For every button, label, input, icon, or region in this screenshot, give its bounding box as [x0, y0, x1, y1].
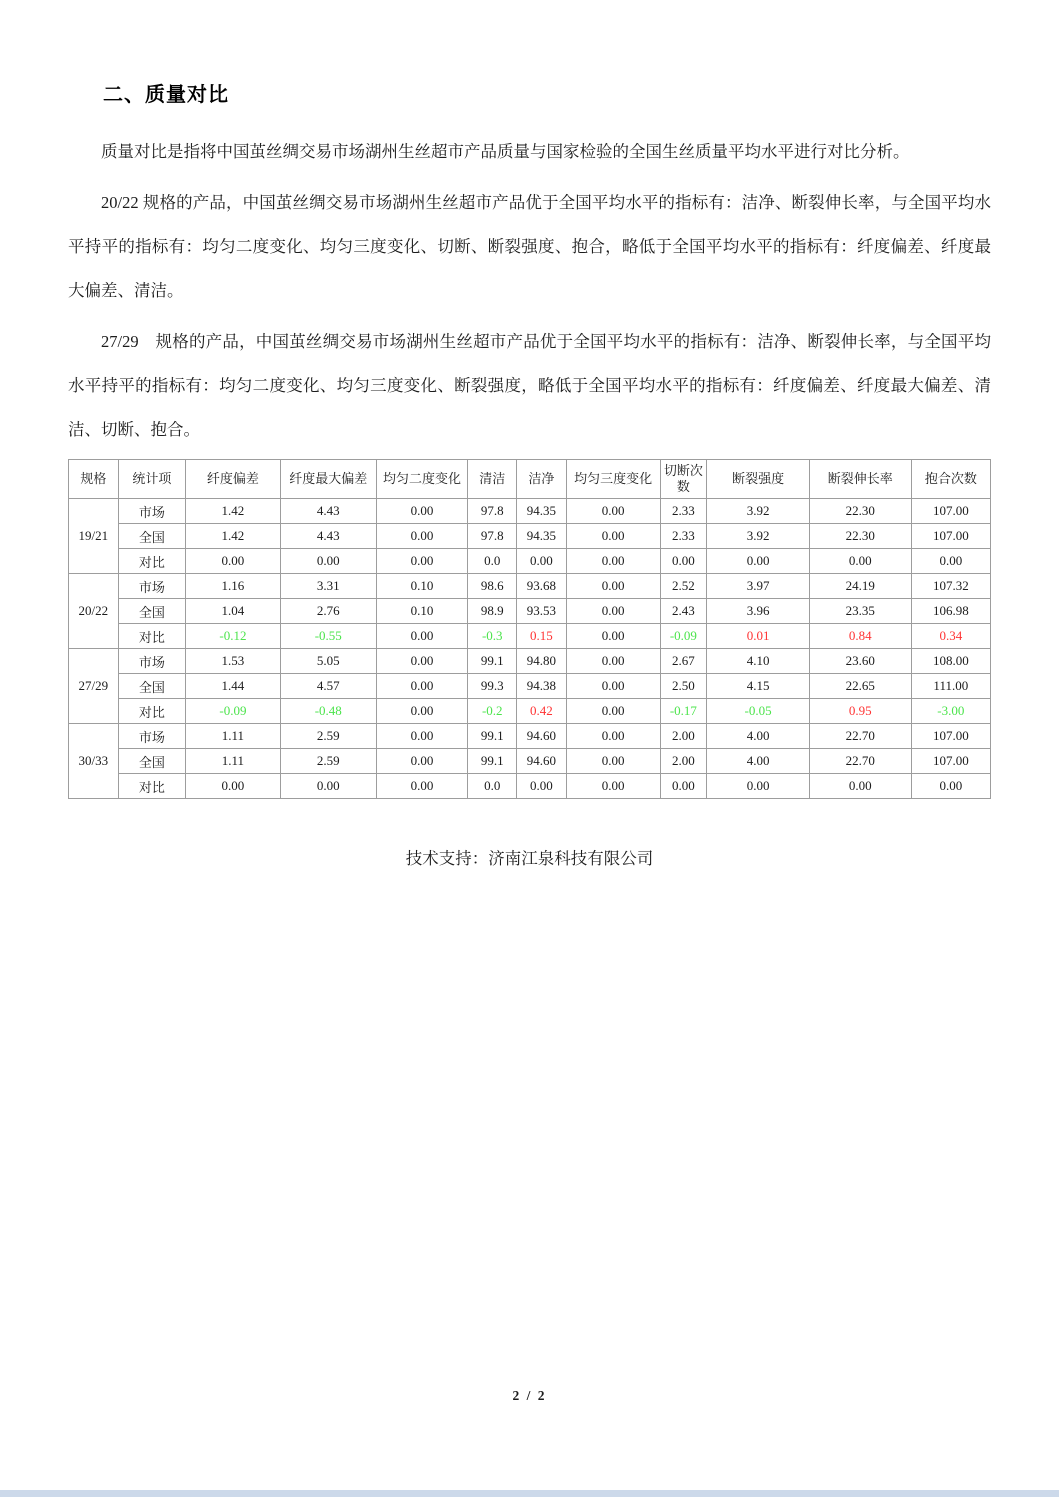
stat-label-cell: 全国 [118, 674, 185, 699]
value-cell: 22.70 [809, 749, 911, 774]
value-cell: 0.00 [376, 549, 468, 574]
value-cell: 93.68 [517, 574, 567, 599]
stat-label-cell: 全国 [118, 749, 185, 774]
value-cell: 23.35 [809, 599, 911, 624]
value-cell: 0.00 [566, 524, 660, 549]
stat-label-cell: 对比 [118, 774, 185, 799]
value-cell: 0.00 [566, 699, 660, 724]
value-cell: 97.8 [468, 499, 517, 524]
value-cell: 0.00 [186, 774, 281, 799]
value-cell: 0.34 [911, 624, 990, 649]
value-cell: 0.00 [911, 549, 990, 574]
value-cell: 0.00 [280, 549, 376, 574]
value-cell: 2.33 [660, 524, 707, 549]
value-cell: 2.76 [280, 599, 376, 624]
value-cell: 22.30 [809, 499, 911, 524]
value-cell: 94.35 [517, 499, 567, 524]
value-cell: 1.11 [186, 749, 281, 774]
table-row [69, 774, 991, 799]
table-row [69, 724, 991, 749]
value-cell: 0.00 [517, 774, 567, 799]
table-header-cell: 清洁 [468, 460, 517, 499]
quality-table [68, 459, 991, 799]
value-cell: 0.00 [566, 549, 660, 574]
value-cell: 0.84 [809, 624, 911, 649]
value-cell: 4.43 [280, 524, 376, 549]
value-cell: 94.38 [517, 674, 567, 699]
spec-cell: 27/29 [69, 649, 119, 724]
table-header-cell: 洁净 [517, 460, 567, 499]
value-cell: 2.59 [280, 749, 376, 774]
value-cell: 0.00 [280, 774, 376, 799]
value-cell: 107.32 [911, 574, 990, 599]
value-cell: 107.00 [911, 524, 990, 549]
value-cell: 1.16 [186, 574, 281, 599]
value-cell: -0.17 [660, 699, 707, 724]
table-header-row [69, 460, 991, 499]
table-row [69, 749, 991, 774]
value-cell: 1.44 [186, 674, 281, 699]
value-cell: 1.42 [186, 499, 281, 524]
stat-label-cell: 全国 [118, 524, 185, 549]
spec-cell: 30/33 [69, 724, 119, 799]
value-cell: 0.00 [376, 524, 468, 549]
value-cell: 1.04 [186, 599, 281, 624]
value-cell: 4.57 [280, 674, 376, 699]
value-cell: 2.43 [660, 599, 707, 624]
value-cell: 2.67 [660, 649, 707, 674]
value-cell: 0.00 [707, 549, 810, 574]
value-cell: 0.00 [376, 699, 468, 724]
value-cell: 1.42 [186, 524, 281, 549]
table-row [69, 699, 991, 724]
value-cell: 2.52 [660, 574, 707, 599]
table-row [69, 549, 991, 574]
spec-cell: 19/21 [69, 499, 119, 574]
value-cell: 3.97 [707, 574, 810, 599]
value-cell: 2.00 [660, 749, 707, 774]
value-cell: 97.8 [468, 524, 517, 549]
table-row [69, 649, 991, 674]
value-cell: 22.65 [809, 674, 911, 699]
value-cell: 0.00 [566, 649, 660, 674]
table-row [69, 499, 991, 524]
value-cell: 93.53 [517, 599, 567, 624]
value-cell: 0.00 [186, 549, 281, 574]
value-cell: 0.00 [707, 774, 810, 799]
spec-cell: 20/22 [69, 574, 119, 649]
value-cell: 2.00 [660, 724, 707, 749]
value-cell: 0.00 [911, 774, 990, 799]
value-cell: 99.1 [468, 649, 517, 674]
value-cell: 107.00 [911, 749, 990, 774]
value-cell: 107.00 [911, 724, 990, 749]
value-cell: 0.00 [376, 624, 468, 649]
value-cell: 99.3 [468, 674, 517, 699]
value-cell: 0.00 [660, 549, 707, 574]
value-cell: 0.00 [376, 774, 468, 799]
value-cell: 4.00 [707, 724, 810, 749]
value-cell: 99.1 [468, 724, 517, 749]
value-cell: 1.11 [186, 724, 281, 749]
value-cell: 2.50 [660, 674, 707, 699]
value-cell: 0.00 [376, 724, 468, 749]
value-cell: 94.60 [517, 724, 567, 749]
value-cell: 0.00 [566, 574, 660, 599]
bottom-strip [0, 1490, 1059, 1497]
value-cell: 24.19 [809, 574, 911, 599]
value-cell: 0.15 [517, 624, 567, 649]
paragraph-spec-2729: 27/29 规格的产品，中国茧丝绸交易市场湖州生丝超市产品优于全国平均水平的指标有：洁净、断裂伸长率，与全国平均水平持平的指标有：均匀二度变化、均匀三度变化、断裂强度，略低于全国平均水平的指标有：纤度偏差、纤度最大偏差、清洁、切断、抱合。 [68, 332, 991, 439]
stat-label-cell: 市场 [118, 574, 185, 599]
value-cell: 3.96 [707, 599, 810, 624]
value-cell: -0.48 [280, 699, 376, 724]
stat-label-cell: 对比 [118, 624, 185, 649]
value-cell: 5.05 [280, 649, 376, 674]
stat-label-cell: 全国 [118, 599, 185, 624]
support-credit: 技术支持：济南江泉科技有限公司 [405, 849, 654, 868]
value-cell: 0.00 [566, 674, 660, 699]
value-cell: -3.00 [911, 699, 990, 724]
value-cell: -0.3 [468, 624, 517, 649]
value-cell: 0.00 [566, 499, 660, 524]
value-cell: -0.09 [660, 624, 707, 649]
value-cell: 4.00 [707, 749, 810, 774]
table-header-cell: 断裂强度 [707, 460, 810, 499]
table-header-cell: 纤度偏差 [186, 460, 281, 499]
value-cell: 106.98 [911, 599, 990, 624]
value-cell: 0.00 [566, 774, 660, 799]
stat-label-cell: 市场 [118, 649, 185, 674]
value-cell: -0.55 [280, 624, 376, 649]
value-cell: 94.60 [517, 749, 567, 774]
value-cell: 0.00 [376, 499, 468, 524]
table-header-cell: 规格 [69, 460, 119, 499]
value-cell: 0.42 [517, 699, 567, 724]
value-cell: 0.00 [376, 674, 468, 699]
value-cell: 2.59 [280, 724, 376, 749]
value-cell: 98.9 [468, 599, 517, 624]
value-cell: 22.70 [809, 724, 911, 749]
stat-label-cell: 对比 [118, 699, 185, 724]
value-cell: 0.00 [809, 549, 911, 574]
table-header-cell: 抱合次数 [911, 460, 990, 499]
value-cell: 0.00 [566, 749, 660, 774]
paragraph-spec-2022: 20/22 规格的产品，中国茧丝绸交易市场湖州生丝超市产品优于全国平均水平的指标有：洁净、断裂伸长率，与全国平均水平持平的指标有：均匀二度变化、均匀三度变化、切断、断裂强度、抱合，略低于全国平均水平的指标有：纤度偏差、纤度最大偏差、清洁。 [68, 193, 991, 300]
value-cell: 107.00 [911, 499, 990, 524]
stat-label-cell: 市场 [118, 499, 185, 524]
value-cell: 23.60 [809, 649, 911, 674]
table-header-cell: 均匀二度变化 [376, 460, 468, 499]
value-cell: 111.00 [911, 674, 990, 699]
value-cell: 94.35 [517, 524, 567, 549]
value-cell: 0.00 [376, 749, 468, 774]
stat-label-cell: 对比 [118, 549, 185, 574]
value-cell: 0.00 [566, 599, 660, 624]
value-cell: 3.92 [707, 524, 810, 549]
value-cell: 0.00 [566, 724, 660, 749]
value-cell: 2.33 [660, 499, 707, 524]
value-cell: -0.2 [468, 699, 517, 724]
table-header-cell: 断裂伸长率 [809, 460, 911, 499]
stat-label-cell: 市场 [118, 724, 185, 749]
value-cell: 3.31 [280, 574, 376, 599]
value-cell: 0.10 [376, 574, 468, 599]
value-cell: -0.05 [707, 699, 810, 724]
paragraph-intro: 质量对比是指将中国茧丝绸交易市场湖州生丝超市产品质量与国家检验的全国生丝质量平均水平进行对比分析。 [101, 142, 910, 161]
value-cell: 0.95 [809, 699, 911, 724]
value-cell: 4.10 [707, 649, 810, 674]
table-header-cell: 切断次数 [660, 460, 707, 499]
value-cell: 0.00 [376, 649, 468, 674]
value-cell: 22.30 [809, 524, 911, 549]
value-cell: 0.00 [566, 624, 660, 649]
value-cell: 0.0 [468, 549, 517, 574]
table-header-cell: 纤度最大偏差 [280, 460, 376, 499]
value-cell: 0.00 [517, 549, 567, 574]
value-cell: 0.00 [660, 774, 707, 799]
value-cell: 0.00 [809, 774, 911, 799]
value-cell: 4.15 [707, 674, 810, 699]
value-cell: 0.01 [707, 624, 810, 649]
page-number: 2 / 2 [512, 1388, 547, 1403]
table-header-cell: 均匀三度变化 [566, 460, 660, 499]
table-row [69, 574, 991, 599]
value-cell: 4.43 [280, 499, 376, 524]
value-cell: 3.92 [707, 499, 810, 524]
table-row [69, 599, 991, 624]
value-cell: 108.00 [911, 649, 990, 674]
table-row [69, 674, 991, 699]
value-cell: -0.09 [186, 699, 281, 724]
value-cell: 98.6 [468, 574, 517, 599]
value-cell: 94.80 [517, 649, 567, 674]
value-cell: 0.10 [376, 599, 468, 624]
value-cell: -0.12 [186, 624, 281, 649]
value-cell: 99.1 [468, 749, 517, 774]
section-heading: 二、质量对比 [103, 84, 229, 106]
table-row [69, 524, 991, 549]
table-header-cell: 统计项 [118, 460, 185, 499]
document-body [68, 130, 991, 869]
table-row [69, 624, 991, 649]
value-cell: 1.53 [186, 649, 281, 674]
value-cell: 0.0 [468, 774, 517, 799]
